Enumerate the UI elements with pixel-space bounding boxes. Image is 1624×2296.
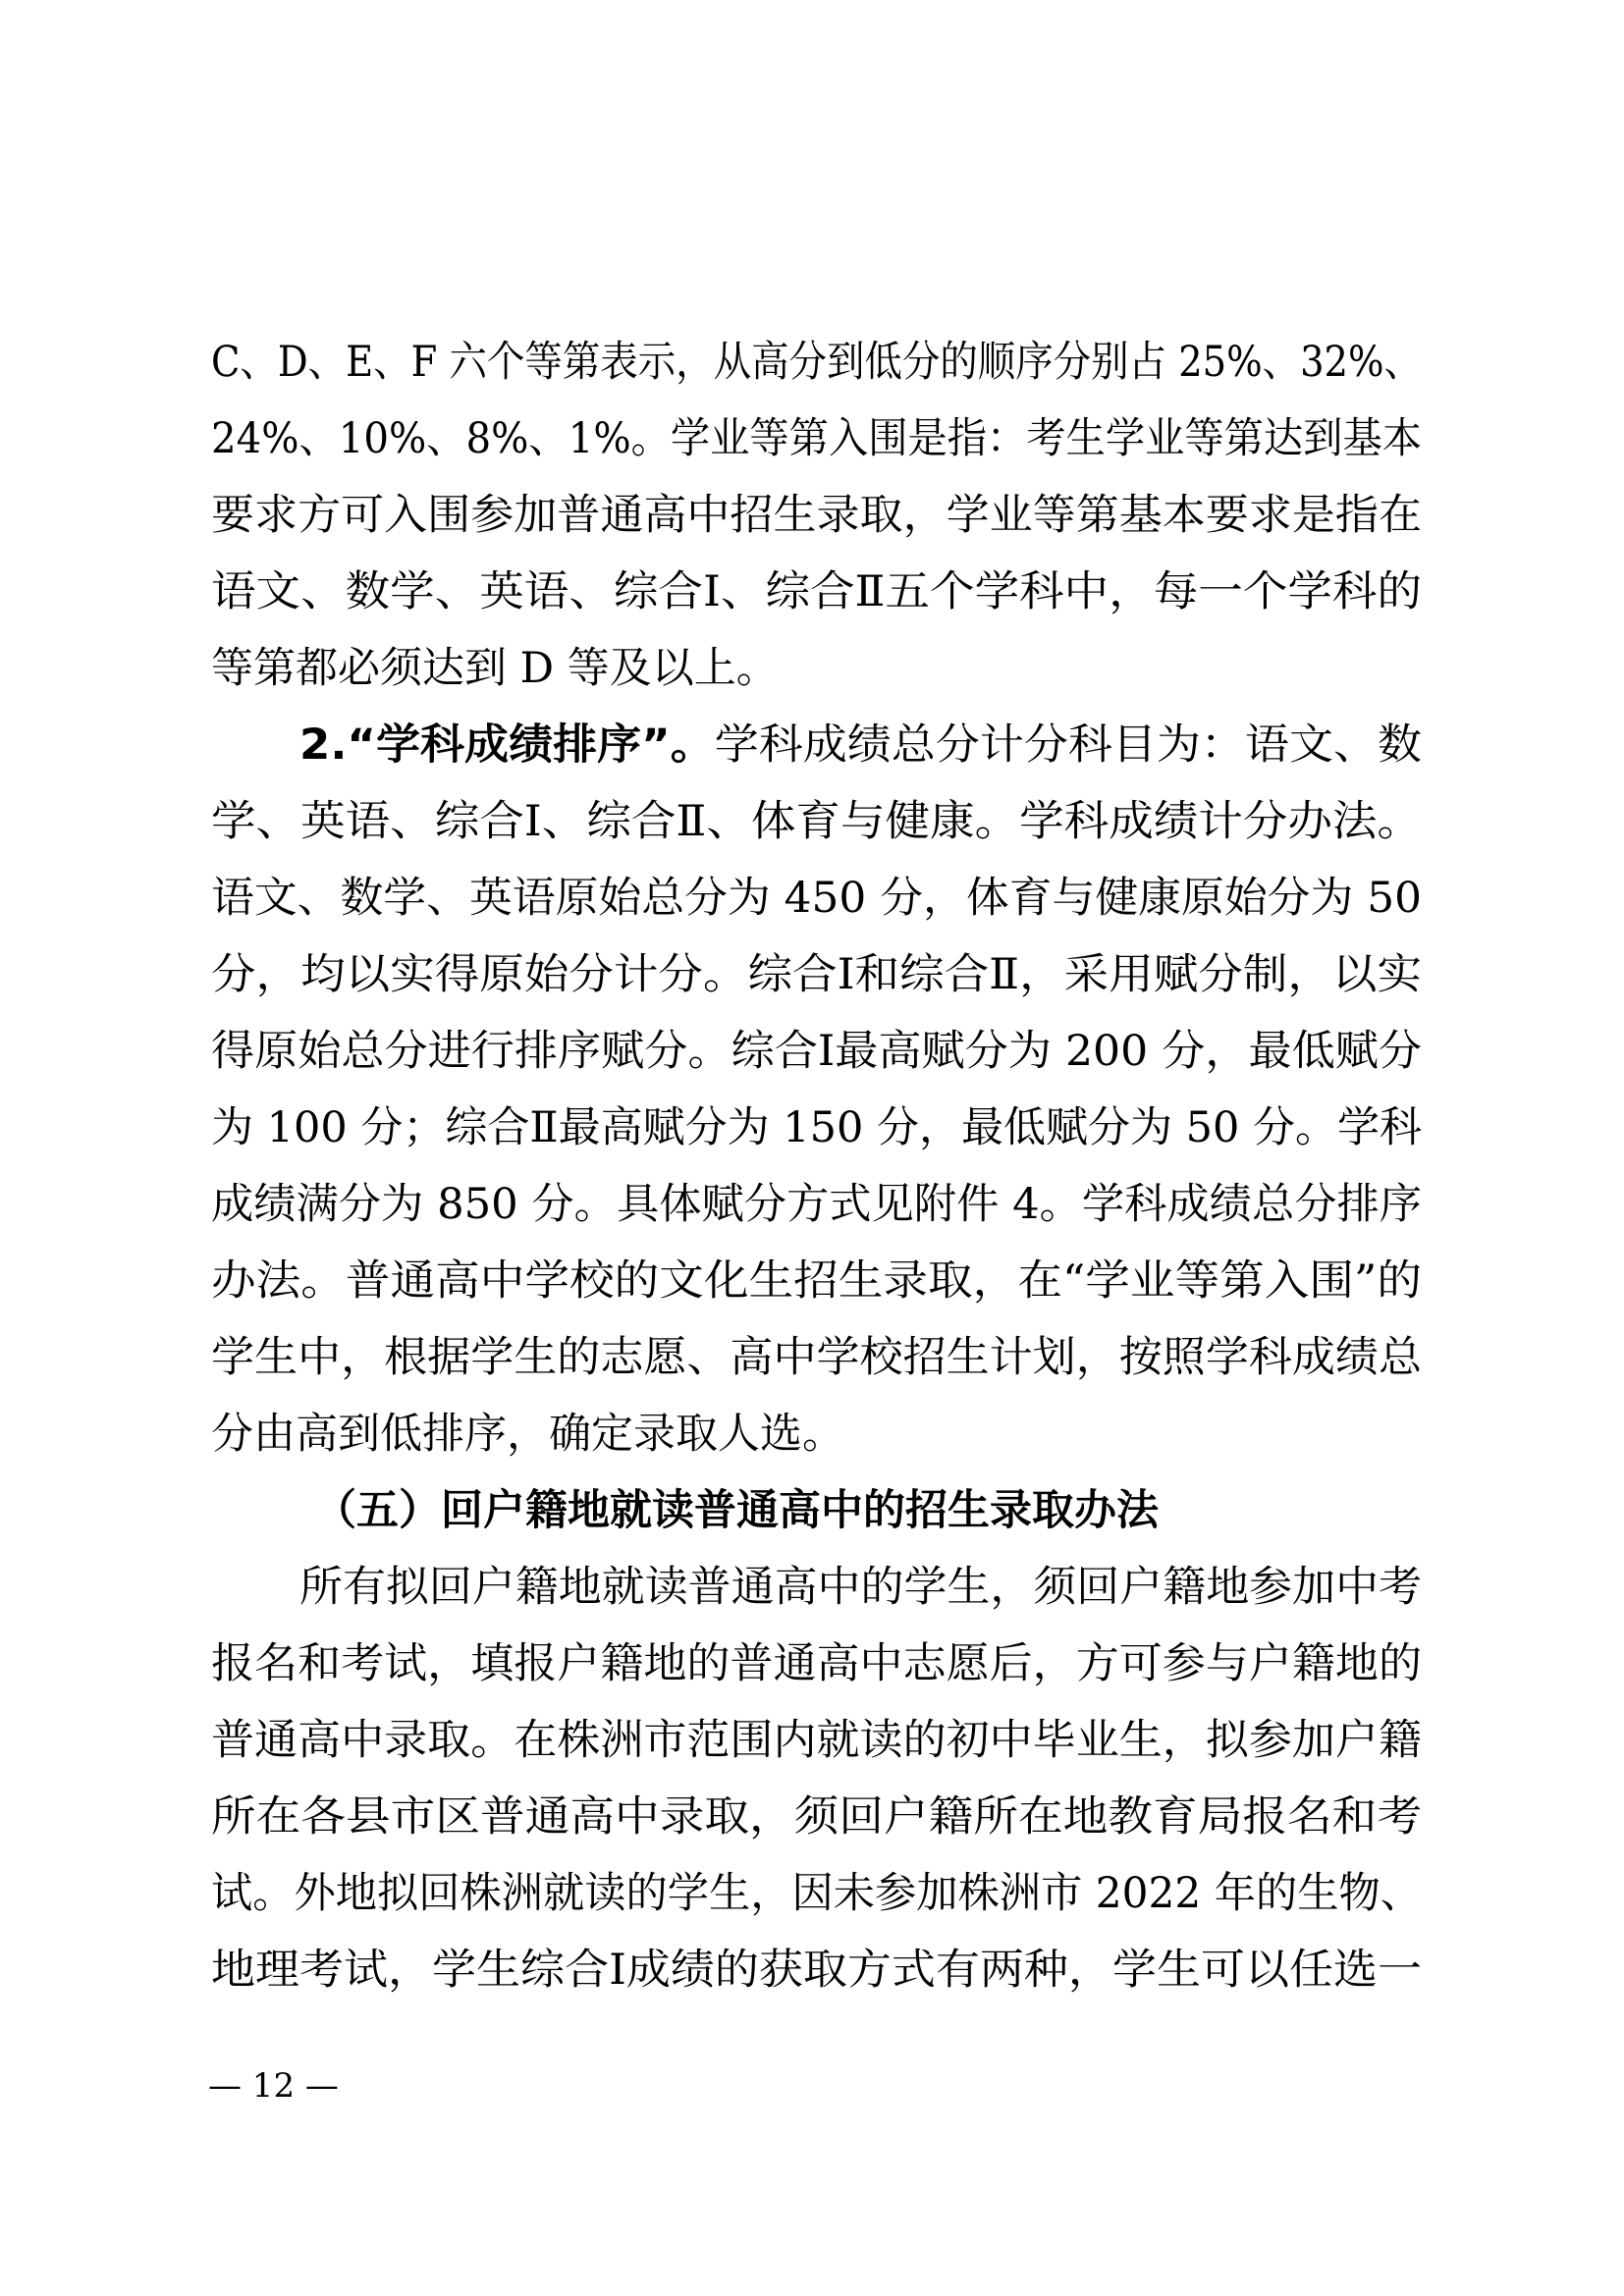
line-text: 等第都必须达到 D 等及以上。 — [211, 644, 779, 693]
text-line — [0, 477, 1624, 554]
text-line — [0, 400, 1624, 477]
line-text: 学、英语、综合Ⅰ、综合Ⅱ、体育与健康。学科成绩计分办法。 — [211, 797, 1422, 846]
line-text: 学科成绩总分计分科目为：语文、数 — [714, 721, 1422, 770]
line-text: 普通高中录取。在株洲市范围内就读的初中毕业生，拟参加户籍 — [211, 1716, 1422, 1765]
line-text: 报名和考试，填报户籍地的普通高中志愿后，方可参与户籍地的 — [211, 1639, 1422, 1688]
text-line — [0, 1626, 1624, 1702]
line-text: 所有拟回户籍地就读普通高中的学生，须回户籍地参加中考 — [299, 1563, 1422, 1612]
line-text: 语文、数学、英语、综合Ⅰ、综合Ⅱ五个学科中，每一个学科的 — [211, 567, 1422, 616]
text-line — [0, 1319, 1624, 1396]
line-text: 为 100 分；综合Ⅱ最高赋分为 150 分，最低赋分为 50 分。学科 — [211, 1103, 1422, 1152]
text-line — [0, 1166, 1624, 1243]
line-text: 学生中，根据学生的志愿、高中学校招生计划，按照学科成绩总 — [211, 1333, 1422, 1382]
text-line — [0, 1472, 1624, 1549]
text-line — [0, 707, 1624, 783]
text-line — [0, 324, 1624, 400]
text-line — [0, 1779, 1624, 1855]
text-line — [0, 1243, 1624, 1319]
line-content — [299, 707, 1422, 783]
line-text: C、D、E、F 六个等第表示，从高分到低分的顺序分别占 25%、32%、 — [211, 338, 1422, 387]
text-line — [0, 630, 1624, 707]
section-heading: （五）回户籍地就读普通高中的招生录取办法 — [314, 1486, 1159, 1535]
numbered-heading: 2.“学科成绩排序”。 — [299, 721, 715, 770]
page-number: — 12 — — [208, 2066, 339, 2106]
text-line — [0, 936, 1624, 1013]
text-line — [0, 1855, 1624, 1932]
text-line — [0, 1013, 1624, 1090]
text-line — [0, 1396, 1624, 1472]
line-text: 成绩满分为 850 分。具体赋分方式见附件 4。学科成绩总分排序 — [211, 1180, 1422, 1229]
text-line — [0, 1702, 1624, 1779]
text-line — [0, 554, 1624, 630]
line-text: 语文、数学、英语原始总分为 450 分，体育与健康原始分为 50 — [211, 874, 1422, 923]
line-text: 所在各县市区普通高中录取，须回户籍所在地教育局报名和考 — [211, 1792, 1422, 1842]
text-line — [0, 783, 1624, 860]
line-text: 办法。普通高中学校的文化生招生录取，在“学业等第入围”的 — [211, 1256, 1422, 1306]
text-line — [0, 860, 1624, 936]
line-text: 试。外地拟回株洲就读的学生，因未参加株洲市 2022 年的生物、 — [211, 1869, 1422, 1918]
line-text: 得原始总分进行排序赋分。综合Ⅰ最高赋分为 200 分，最低赋分 — [211, 1027, 1422, 1076]
text-line — [0, 1549, 1624, 1626]
line-text: 地理考试，学生综合Ⅰ成绩的获取方式有两种，学生可以任选一 — [211, 1946, 1422, 1995]
text-line — [0, 1932, 1624, 2008]
line-text: 分由高到低排序，确定录取人选。 — [211, 1410, 844, 1459]
line-text: 要求方可入围参加普通高中招生录取，学业等第基本要求是指在 — [211, 491, 1422, 540]
line-text: 分，均以实得原始分计分。综合Ⅰ和综合Ⅱ，采用赋分制，以实 — [211, 950, 1422, 999]
line-text: 24%、10%、8%、1%。学业等第入围是指：考生学业等第达到基本 — [211, 414, 1422, 463]
text-line — [0, 1090, 1624, 1166]
